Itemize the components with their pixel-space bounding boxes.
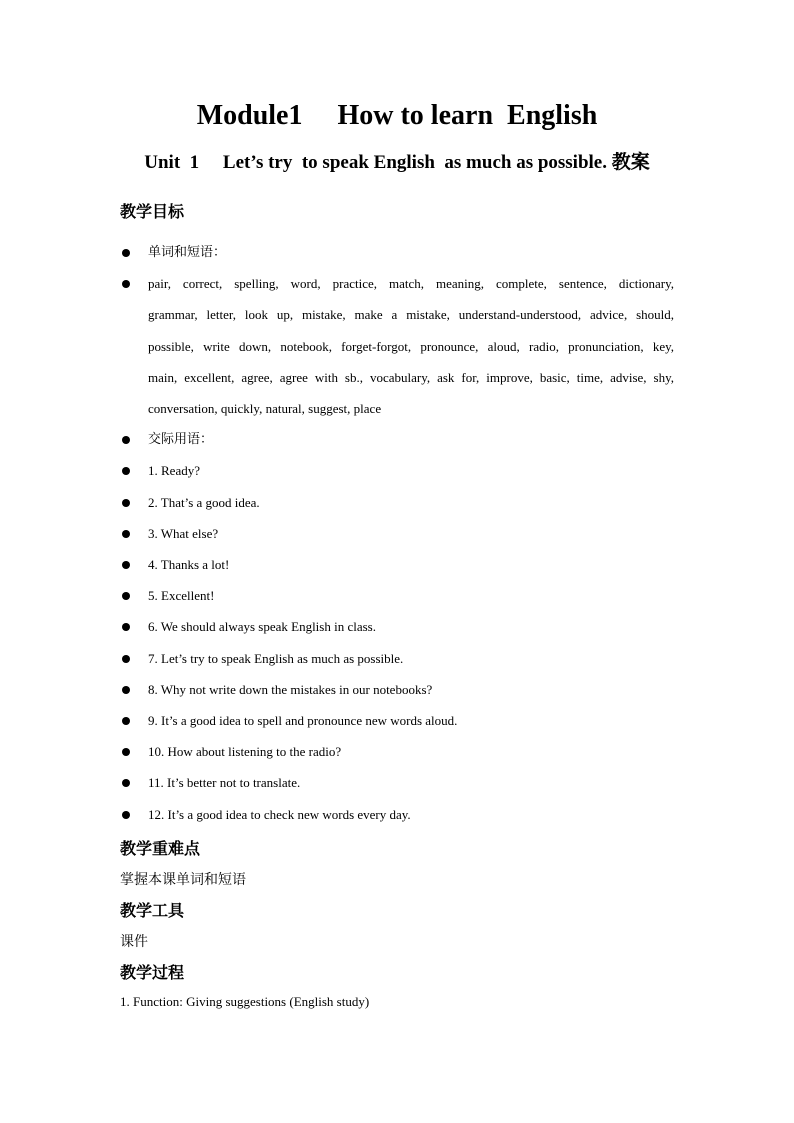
document-title: Module1 How to learn English: [196, 100, 598, 131]
phrase-text: 12. It’s a good idea to check new words every day.: [148, 807, 411, 822]
vocab-line: main, excellent, agree, agree with sb., vocabulary, ask for, improve, basic, time, advise, shy,: [148, 370, 674, 385]
tools-heading: 教学工具: [120, 901, 185, 920]
bullet-icon: [122, 717, 130, 725]
key-points-heading: 教学重难点: [120, 839, 201, 858]
vocab-line: pair, correct, spelling, word, practice, match, meaning, complete, sentence, dictionary,: [148, 276, 674, 291]
bullet-icon: [122, 280, 130, 288]
bullet-icon: [122, 811, 130, 819]
bullet-icon: [122, 592, 130, 600]
phrase-text: 5. Excellent!: [148, 588, 215, 603]
bullet-icon: [122, 530, 130, 538]
phrase-text: 6. We should always speak English in class.: [148, 619, 376, 634]
phrase-text: 8. Why not write down the mistakes in our notebooks?: [148, 682, 433, 697]
tools-text: 课件: [120, 934, 148, 950]
bullet-icon: [122, 623, 130, 631]
phrase-text: 10. How about listening to the radio?: [148, 744, 342, 759]
objectives-heading: 教学目标: [120, 202, 185, 221]
document-subtitle: Unit 1 Let’s try to speak English as much as possible. 教案: [144, 152, 650, 173]
bullet-icon: [122, 561, 130, 569]
bullet-icon: [122, 686, 130, 694]
process-heading: 教学过程: [120, 963, 185, 982]
key-points-text: 掌握本课单词和短语: [120, 872, 246, 888]
bullet-icon: [122, 748, 130, 756]
vocab-line: possible, write down, notebook, forget-forgot, pronounce, aloud, radio, pronunciation, key,: [148, 339, 674, 354]
phrase-text: 1. Ready?: [148, 463, 200, 478]
vocab-label: 单词和短语：: [148, 245, 227, 260]
phrase-text: 3. What else?: [148, 526, 219, 541]
phrase-text: 2. That’s a good idea.: [148, 495, 260, 510]
phrases-label: 交际用语：: [148, 432, 214, 447]
process-text: 1. Function: Giving suggestions (English study): [120, 994, 370, 1009]
bullet-icon: [122, 436, 130, 444]
bullet-icon: [122, 467, 130, 475]
bullet-icon: [122, 249, 130, 257]
phrase-text: 4. Thanks a lot!: [148, 557, 230, 572]
vocab-line: grammar, letter, look up, mistake, make a mistake, understand-understood, advice, should,: [148, 307, 674, 322]
bullet-icon: [122, 499, 130, 507]
vocab-line: conversation, quickly, natural, suggest, place: [148, 401, 382, 416]
phrase-text: 9. It’s a good idea to spell and pronounce new words aloud.: [148, 713, 458, 728]
phrase-text: 11. It’s better not to translate.: [148, 775, 301, 790]
bullet-icon: [122, 779, 130, 787]
phrase-text: 7. Let’s try to speak English as much as possible.: [148, 651, 404, 666]
bullet-icon: [122, 655, 130, 663]
